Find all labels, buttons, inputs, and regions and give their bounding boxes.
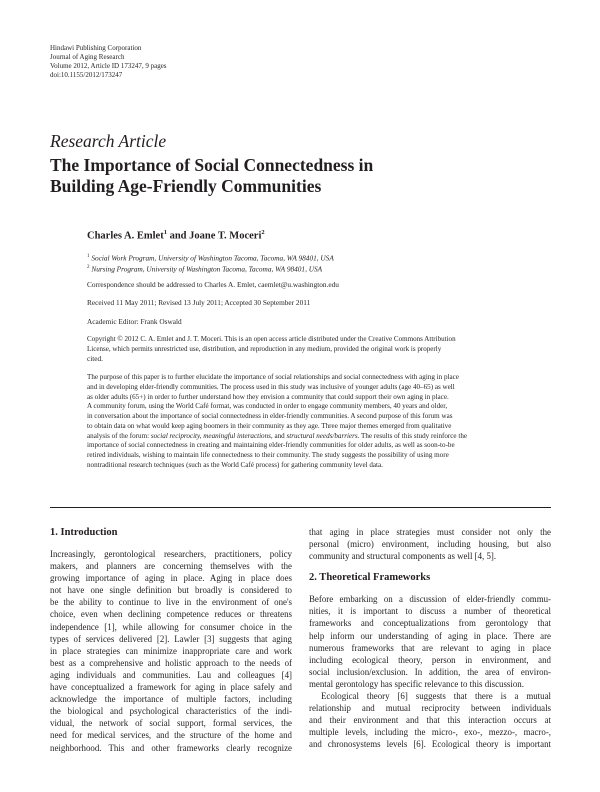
abstract-theme: structural needs/barriers (286, 431, 358, 440)
ecological-theory-paragraph (309, 690, 551, 750)
copyright-notice (87, 335, 551, 364)
section-heading: 2. Theoretical Frameworks (309, 572, 431, 584)
section-heading: 1. Introduction (50, 527, 118, 538)
abstract-line (87, 432, 551, 442)
paragraph-line: and chronosystems levels [6]. Ecological theory is important (309, 739, 551, 750)
paragraph-line: need for medical services, and the structure of the home and (50, 730, 292, 741)
abstract-line: The purpose of this paper is to further elucidate the importance of social relationships and social connectedness with aging in place (87, 373, 459, 381)
paragraph-line: Ecological theory [6] suggests that there is a mutual (321, 691, 551, 702)
affiliations (87, 252, 551, 274)
abstract (87, 373, 551, 471)
paragraph-line: vidual, the network of social support, formal services, the (50, 718, 292, 729)
paragraph-line: relationship and mutual reciprocity between individuals (309, 703, 551, 714)
abstract-line: A community forum, using the World Café format, was conducted in order to engage community members, 40 years and older, (87, 402, 448, 411)
volume-info: Volume 2012, Article ID 173247, 9 pages (50, 62, 167, 70)
affiliation-number: 1 (87, 254, 90, 259)
paragraph-line: numerous frameworks that are relevant to aging in place (309, 642, 551, 653)
frameworks-paragraph (309, 593, 551, 690)
paragraph-line: be the ability to continue to live in the environment of one's (50, 597, 292, 608)
author-name: Joane T. Moceri (189, 230, 262, 242)
paragraph-line: Before embarking on a discussion of elder-friendly commu- (309, 594, 551, 605)
paragraph-line: acknowledge the importance of multiple factors, including (50, 694, 292, 705)
author-list (87, 229, 265, 242)
abstract-text: analysis of the forum: (87, 431, 151, 440)
introduction-paragraph (50, 548, 292, 754)
paragraph-line: including ecological theory, person in environment, and (309, 654, 551, 665)
article-type: Research Article (50, 131, 167, 151)
abstract-line: as older adults (65+) in order to further understand how they envision a community that could support their own aging in place. (87, 392, 449, 401)
academic-editor: Academic Editor: Frank Oswald (87, 317, 182, 326)
paragraph-line: personal (micro) environment, including housing, but also (309, 539, 551, 550)
copyright-line: License, which permits unrestricted use, distribution, and reproduction in any medium, provided the original work is properly (87, 344, 442, 353)
paragraph-line: types of services delivered [2]. Lawler [3] suggests that aging (50, 633, 292, 644)
title-line: Building Age-Friendly Communities (50, 176, 322, 196)
author-name: Charles A. Emlet (87, 230, 164, 242)
paragraph-line: best as a comprehensive and holistic approach to the needs of (50, 657, 292, 668)
paragraph-line: makers, and planners are concerning themselves with the (50, 561, 292, 572)
paragraph-line: nities, it is important to discuss a number of theoretical (309, 606, 551, 617)
paragraph-line: neighborhood. This and other frameworks clearly recognize (50, 742, 292, 753)
paragraph-line: multiple levels, including the micro-, exo-, mezzo-, macro-, (309, 727, 551, 738)
affiliation (87, 252, 551, 263)
journal-name: Journal of Aging Research (50, 53, 125, 61)
author-conjunction: and (166, 230, 190, 242)
paragraph-line: frameworks and conceptualizations from gerontology that (309, 618, 551, 629)
received-dates: Received 11 May 2011; Revised 13 July 2011; Accepted 30 September 2011 (87, 298, 311, 307)
paragraph-line: choice, even when declining competence reduces or threatens (50, 609, 292, 620)
publisher-name: Hindawi Publishing Corporation (50, 44, 142, 52)
right-column (309, 526, 551, 751)
abstract-line: and in developing elder-friendly communities. The process used in this study was inclusive of younger adults (age 40–65) as well (87, 382, 455, 391)
paragraph-line: social inclusion/exclusion. In addition, the area of environ- (309, 666, 551, 677)
paragraph-line: Increasingly, gerontological researchers, practitioners, policy (50, 549, 292, 559)
affiliation-text: Nursing Program, University of Washington Tacoma, Tacoma, WA 98401, USA (91, 264, 323, 274)
correspondence (87, 280, 551, 290)
correspondence-text: Correspondence should be addressed to Charles A. Emlet, (87, 280, 259, 289)
paragraph-line: and their environment and that this interaction occurs at (309, 715, 551, 726)
paragraph-line: that aging in place strategies must consider not only the (309, 527, 551, 537)
abstract-line: retired individuals, wishing to maintain life connectedness to their community. The study suggests the possibility of using more (87, 451, 449, 459)
paragraph-line: aging individuals and communities. Lau and colleagues [4] (50, 669, 292, 680)
left-column (50, 526, 292, 754)
affiliation-marker: 2 (261, 229, 265, 236)
paragraph-line: in place strategies can minimize inappropriate care and work (50, 645, 292, 656)
article-title (50, 155, 530, 197)
abstract-line: to obtain data on what would keep aging boomers in their community as they age. Three major themes emerged from qualitative (87, 421, 452, 430)
affiliation-number: 2 (87, 265, 90, 271)
affiliation-text: Social Work Program, University of Washington Tacoma, Tacoma, WA 98401, USA (91, 253, 334, 263)
paragraph-line: not have one single definition but broadly is considered to (50, 585, 292, 596)
abstract-line: nontraditional research techniques (such as the World Café process) for gathering community level data. (87, 460, 383, 469)
title-line: The Importance of Social Connectedness in (50, 155, 374, 175)
journal-header (50, 44, 167, 80)
paragraph-line: community and structural components as well [4, 5]. (309, 551, 497, 562)
abstract-line: in conversation about the importance of social connectedness in elder-friendly communities. A second purpose of this forum was (87, 412, 453, 420)
affiliation (87, 263, 551, 274)
paragraph-line: help inform our understanding of aging in place. There are (309, 630, 551, 641)
abstract-text: . The results of this study reinforce the (357, 431, 468, 440)
continued-paragraph (309, 526, 551, 562)
paragraph-line: independence [1], while allowing for consumer choice in the (50, 621, 292, 632)
copyright-line: cited. (87, 354, 104, 364)
paragraph-line: growing importance of aging in place. Aging in place does (50, 573, 292, 584)
copyright-line: Copyright © 2012 C. A. Emlet and J. T. Moceri. This is an open access article distributed under the Creative Commons Attribution (87, 335, 456, 343)
paragraph-line: mental gerontology has specific relevance to this discussion. (309, 678, 524, 689)
abstract-theme: social reciprocity, meaningful interactions, (150, 431, 273, 440)
affiliation-marker: 1 (163, 229, 167, 236)
doi: doi:10.1155/2012/173247 (50, 71, 123, 79)
abstract-text: and (272, 431, 287, 440)
section-divider (50, 507, 551, 508)
paragraph-line: the biological and psychological characteristics of the indi- (50, 706, 292, 717)
abstract-line: importance of social connectedness in creating and maintaining elder-friendly communities for older adults, as well as soon-to-be (87, 441, 455, 450)
correspondence-email[interactable]: caemlet@u.washington.edu (258, 280, 339, 289)
paragraph-line: have conceptualized a framework for aging in place safely and (50, 682, 292, 693)
